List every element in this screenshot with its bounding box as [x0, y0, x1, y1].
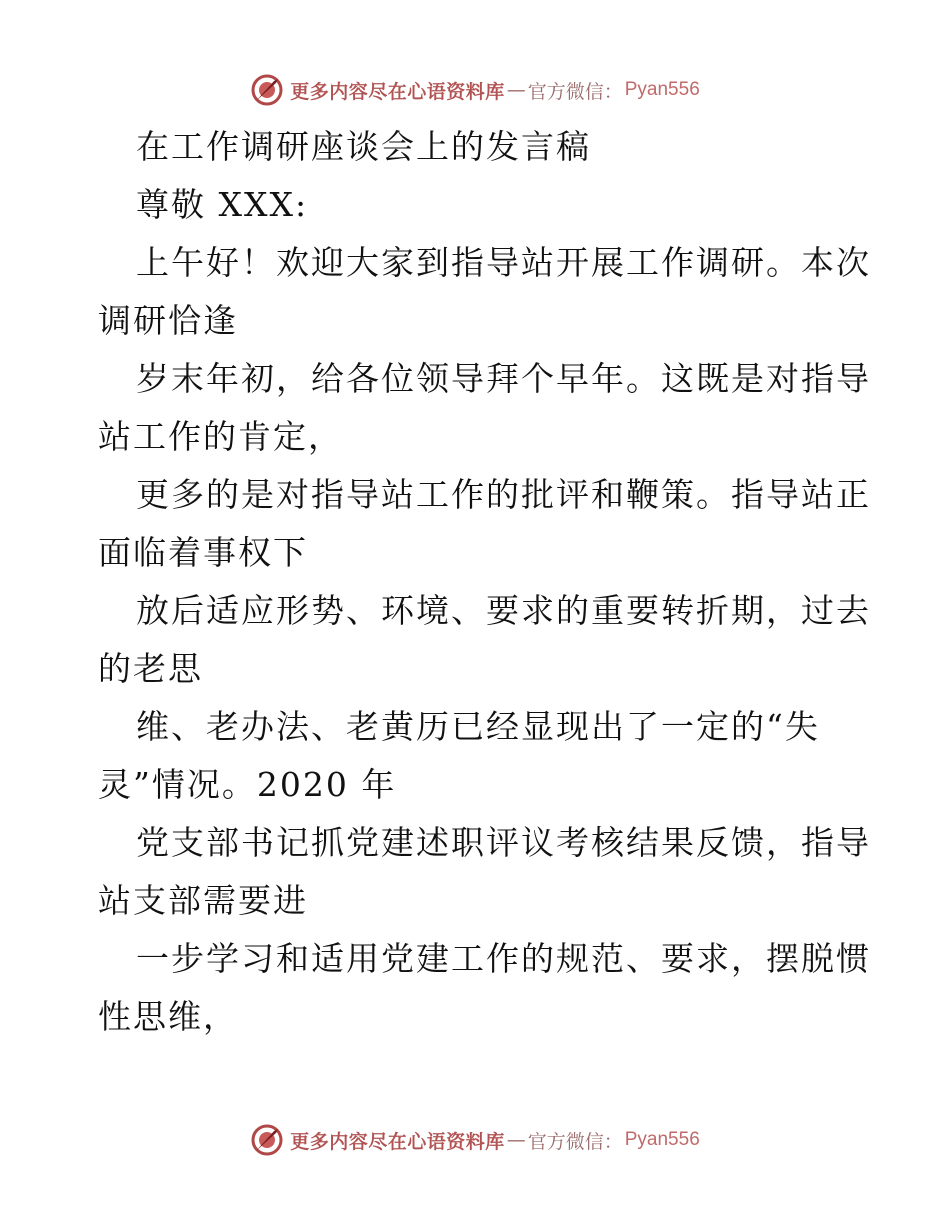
text-line: 站支部需要进: [98, 881, 308, 920]
text-line: 调研恰逢: [98, 301, 238, 340]
quill-seal-icon: [250, 73, 284, 107]
salutation: 尊敬 XXX:: [136, 185, 309, 224]
text-line: 一步学习和适用党建工作的规范、要求，摆脱惯: [136, 939, 871, 978]
watermark-wechat-label: 官方微信：: [527, 80, 623, 103]
text-line: 的老思: [98, 649, 203, 688]
text-line: 灵”情况。2020 年: [98, 765, 397, 804]
watermark-wechat-id: Pyan556: [624, 79, 700, 100]
quill-seal-icon: [250, 1123, 284, 1157]
watermark-dash: —: [506, 79, 526, 101]
text-line: 更多的是对指导站工作的批评和鞭策。指导站正: [136, 475, 871, 514]
document-title: 在工作调研座谈会上的发言稿: [136, 127, 591, 166]
text-line: 岁末年初，给各位领导拜个早年。这既是对指导: [136, 359, 871, 398]
text-line: 面临着事权下: [98, 533, 308, 572]
text-line: 上午好！欢迎大家到指导站开展工作调研。本次: [136, 243, 871, 282]
text-line: 性思维，: [98, 997, 238, 1036]
watermark-dash: —: [506, 1129, 526, 1151]
footer-watermark: [0, 1120, 950, 1160]
document-body: [98, 118, 871, 1046]
watermark-brand: 更多内容尽在心语资料库: [290, 1130, 505, 1153]
text-line: 站工作的肯定，: [98, 417, 343, 456]
watermark-wechat-id: Pyan556: [624, 1129, 700, 1150]
text-line: 放后适应形势、环境、要求的重要转折期，过去: [136, 591, 871, 630]
watermark-brand: 更多内容尽在心语资料库: [290, 80, 505, 103]
header-watermark: [0, 70, 950, 110]
watermark-wechat-label: 官方微信：: [527, 1130, 623, 1153]
text-line: 维、老办法、老黄历已经显现出了一定的“失: [136, 707, 820, 746]
text-line: 党支部书记抓党建述职评议考核结果反馈，指导: [136, 823, 871, 862]
